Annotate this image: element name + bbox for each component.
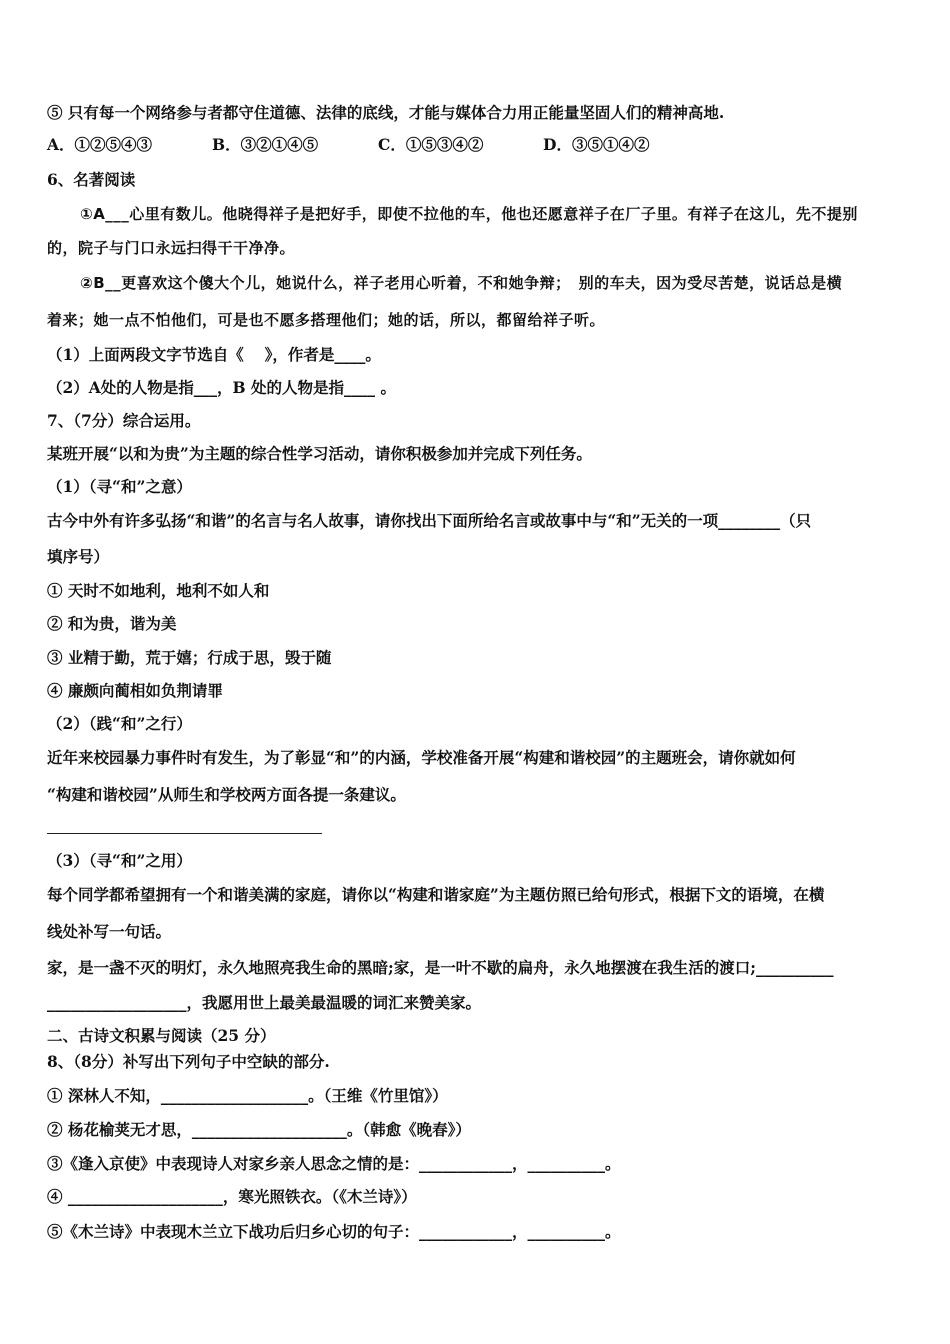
q7-item-4: ④ 廉颇向蔺相如负荆请罪 (47, 681, 223, 700)
q6-heading: 6、名著阅读 (47, 170, 136, 189)
q5-item-5: ⑤ 只有每一个网络参与者都守住道德、法律的底线，才能与媒体合力用正能量坚固人们的精神高地. (47, 103, 725, 122)
q8-line-5: ⑤《木兰诗》中表现木兰立下战功后归乡心切的句子：____________，__________。 (47, 1222, 621, 1241)
q6-sub-question-1: （1）上面两段文字节选自《 》，作者是____。 (47, 345, 381, 364)
answer-line (47, 833, 322, 834)
q5-option-b: B．③②①④⑤ (212, 135, 319, 154)
q7-part-2-question-line-1: 近年来校园暴力事件时有发生，为了彰显“和”的内涵，学校准备开展“构建和谐校园”的主题班会，请你就如何 (47, 748, 796, 767)
q8-line-3: ③《逢入京使》中表现诗人对家乡亲人思念之情的是：____________，__________。 (47, 1154, 621, 1173)
q6-sub-question-2: （2）A处的人物是指___，B 处的人物是指____ 。 (47, 378, 396, 397)
q7-part-3-text-line-2: __________________，我愿用世上最美最温暖的词汇来赞美家。 (47, 993, 482, 1012)
q7-part-3-title: （3）（寻“和”之用） (47, 851, 192, 870)
q7-item-3: ③ 业精于勤，荒于嬉；行成于思，毁于随 (47, 648, 332, 667)
q5-option-d: D．③⑤①④② (543, 135, 650, 154)
q7-part-3-question-line-2: 线处补写一句话。 (47, 922, 172, 941)
q7-intro: 某班开展“以和为贵”为主题的综合性学习活动，请你积极参加并完成下列任务。 (47, 444, 592, 463)
q6-passage-2-line-2: 着来；她一点不怕他们，可是也不愿多搭理他们；她的话，所以，都留给祥子听。 (47, 311, 606, 329)
q7-heading: 7、（7分）综合运用。 (47, 411, 201, 430)
q7-item-1: ① 天时不如地利，地利不如人和 (47, 581, 270, 600)
q7-part-3-text-line-1: 家，是一盏不灭的明灯，永久地照亮我生命的黑暗;家，是一叶不歇的扁舟，永久地摆渡在我生活的渡口;__________ (47, 958, 834, 977)
q7-part-1-question-line-2: 填序号） (47, 547, 110, 566)
q8-line-2: ② 杨花榆荚无才思，____________________。（韩愈《晚春》） (47, 1120, 471, 1139)
q8-line-4: ④ ____________________，寒光照铁衣。（《木兰诗》） (47, 1187, 417, 1206)
q5-option-a: A．①②⑤④③ (47, 135, 153, 154)
q7-part-2-question-line-2: “构建和谐校园”从师生和学校两方面各提一条建议。 (47, 785, 406, 804)
q8-line-1: ① 深林人不知，___________________。（王维《竹里馆》） (47, 1086, 448, 1105)
q7-part-3-question-line-1: 每个同学都希望拥有一个和谐美满的家庭，请你以“构建和谐家庭”为主题仿照已给句形式，根据下文的语境，在横 (47, 885, 825, 904)
q7-item-2: ② 和为贵，谐为美 (47, 614, 177, 633)
q8-heading: 8、（8分）补写出下列句子中空缺的部分. (47, 1052, 330, 1071)
q7-part-1-title: （1）（寻“和”之意） (47, 477, 192, 496)
q6-passage-1-line-1: ①A___心里有数儿。他晓得祥子是把好手，即使不拉他的车，他也还愿意祥子在厂子里。有祥子在这儿，先不提别 (80, 205, 858, 223)
section-2-heading: 二、古诗文积累与阅读（25 分） (47, 1026, 276, 1045)
q7-part-1-question-line-1: 古今中外有许多弘扬“和谐”的名言与名人故事，请你找出下面所给名言或故事中与“和”无关的一项________（只 (47, 511, 812, 530)
q6-passage-2-line-1: ②B__更喜欢这个傻大个儿，她说什么，祥子老用心听着，不和她争辩； 别的车夫，因为受尽苦楚，说话总是横 (80, 274, 843, 292)
q7-part-2-title: （2）（践“和”之行） (47, 714, 192, 733)
q6-passage-1-line-2: 的，院子与门口永远扫得干干净净。 (47, 239, 296, 257)
q5-option-c: C．①⑤③④② (378, 135, 484, 154)
